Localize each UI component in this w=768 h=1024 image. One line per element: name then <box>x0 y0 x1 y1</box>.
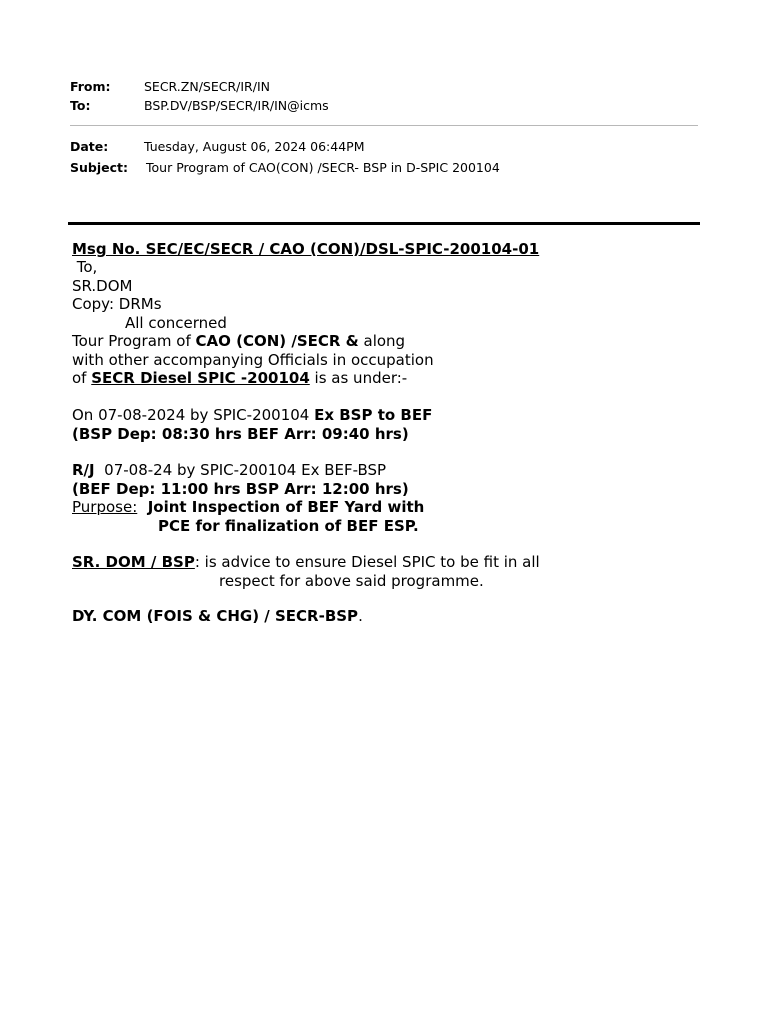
para1-line2: with other accompanying Officials in occupation <box>72 351 434 369</box>
date-label: Date: <box>70 139 109 154</box>
date-row <box>70 139 365 155</box>
from-row <box>70 79 270 95</box>
para1-text-a: Tour Program of <box>72 332 196 350</box>
to-row <box>70 98 329 114</box>
trip2-label: R/J <box>72 461 95 479</box>
para1-line3 <box>72 369 407 388</box>
para1-line3-a: of <box>72 369 92 387</box>
all-concerned: All concerned <box>125 314 227 332</box>
trip2-line <box>72 461 386 480</box>
para1-line3-c: is as under:- <box>309 369 408 387</box>
recipient: SR.DOM <box>72 277 133 295</box>
trip1-line <box>72 406 432 425</box>
advice-line2 <box>72 572 484 591</box>
from-value: SECR.ZN/SECR/IR/IN <box>144 79 270 94</box>
body-divider <box>68 222 700 225</box>
vehicle-name: SECR Diesel SPIC -200104 <box>91 369 310 387</box>
header-divider <box>70 125 698 126</box>
purpose-label: Purpose: <box>72 498 138 516</box>
signature <box>72 607 363 626</box>
to-value: BSP.DV/BSP/SECR/IR/IN@icms <box>144 98 329 113</box>
trip1-text: On 07-08-2024 by SPIC-200104 <box>72 406 315 424</box>
advice-line <box>72 553 540 572</box>
para1-text-c: along <box>358 332 406 350</box>
copy-line: Copy: DRMs <box>72 295 162 313</box>
advice-addressee: SR. DOM / BSP <box>72 553 195 571</box>
purpose-line <box>72 498 424 517</box>
all-concerned-line <box>72 314 227 333</box>
subject-label: Subject: <box>70 160 128 175</box>
trip2-text: 07-08-24 by SPIC-200104 Ex BEF-BSP <box>94 461 387 479</box>
purpose-line2 <box>72 517 419 536</box>
purpose-text-2: PCE for finalization of BEF ESP. <box>158 517 419 535</box>
purpose-text: Joint Inspection of BEF Yard with <box>137 498 425 516</box>
signature-name: DY. COM (FOIS & CHG) / SECR-BSP <box>72 607 359 625</box>
trip1-times: (BSP Dep: 08:30 hrs BEF Arr: 09:40 hrs) <box>72 425 409 443</box>
para1-line1 <box>72 332 405 351</box>
trip1-route: Ex BSP to BEF <box>314 406 433 424</box>
date-value: Tuesday, August 06, 2024 06:44PM <box>144 139 365 154</box>
signature-period: . <box>358 607 363 625</box>
subject-value: Tour Program of CAO(CON) /SECR- BSP in D-SPIC 200104 <box>146 160 500 175</box>
para1-officer: CAO (CON) /SECR & <box>195 332 359 350</box>
trip2-times: (BEF Dep: 11:00 hrs BSP Arr: 12:00 hrs) <box>72 480 409 498</box>
salutation: To, <box>72 258 98 276</box>
subject-row <box>70 160 500 176</box>
to-label: To: <box>70 98 91 113</box>
advice-text-2: respect for above said programme. <box>219 572 484 590</box>
msg-number: Msg No. SEC/EC/SECR / CAO (CON)/DSL-SPIC-200104-01 <box>72 240 540 258</box>
from-label: From: <box>70 79 111 94</box>
advice-text: : is advice to ensure Diesel SPIC to be fit in all <box>194 553 540 571</box>
